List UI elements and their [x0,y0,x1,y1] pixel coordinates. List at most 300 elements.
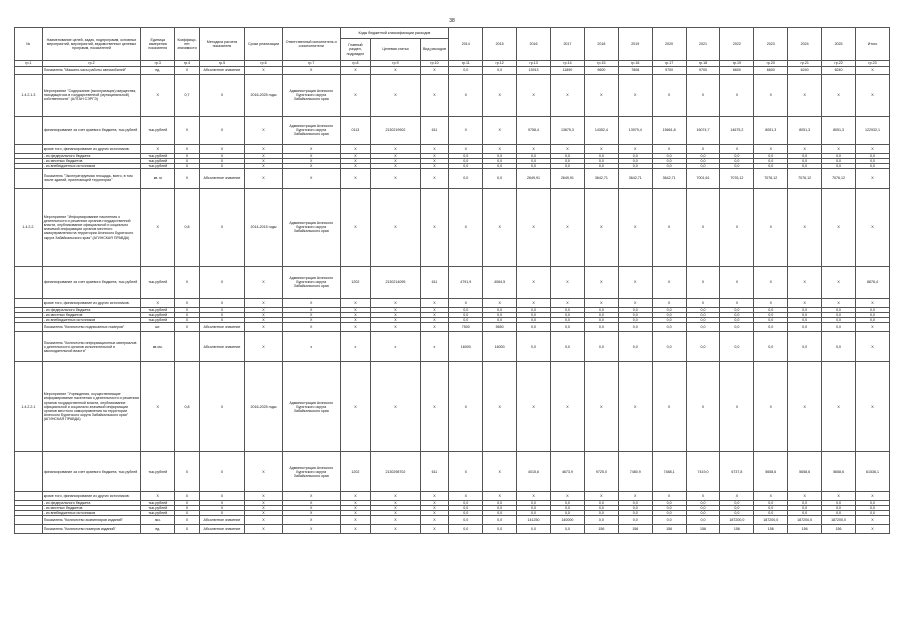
column-number-cell: гр.2 [42,61,141,67]
table-cell: 0,0 [686,312,720,317]
table-cell: Х [283,168,341,188]
table-cell: Х [652,362,686,452]
table-cell: 1202 [340,452,371,492]
row-name-cell: финансирование за счет краевого бюджета, тыс.рублей [42,116,141,144]
table-cell: 0,0 [856,501,890,506]
col-resp-header: Ответственный исполнитель и соисполнители [283,28,341,61]
table-cell: Х [340,362,371,452]
table-cell: Х [720,188,754,266]
table-cell: 0,0 [584,318,618,323]
table-cell: Х [283,153,341,158]
table-cell: Х [856,168,890,188]
table-cell: Х [686,492,720,501]
table-cell: Х [245,332,283,362]
table-cell: Х [199,116,244,144]
table-cell: Х [584,492,618,501]
table-cell: Х [449,144,483,153]
table-cell: Х [754,298,788,307]
table-cell: Х [449,362,483,452]
table-cell: Х [283,511,341,516]
table-cell: Х [420,163,449,168]
table-cell: Х [340,158,371,163]
table-cell: 0,0 [449,66,483,74]
table-cell: 0,0 [618,516,652,525]
table-cell: Х [754,266,788,298]
table-cell: 0,0 [517,511,551,516]
column-number-cell: гр.3 [141,61,175,67]
table-cell: 0,0 [449,307,483,312]
table-cell: Х [517,298,551,307]
table-cell: Х [283,501,341,506]
table-cell: Х [517,492,551,501]
table-row [15,298,890,307]
row-name-cell: Мероприятие "Информирование населения о деятельности и решениях органов государственной власти, опубликование официальной и социально значимой информации органов местного самоуправления на территории Агинского Бурятского округа Забайкальского края" (АГИНСКАЯ ПРАВДА) [42,188,141,266]
column-number-cell: гр.4 [175,61,200,67]
row-name-cell: - из внебюджетных источников [42,163,141,168]
table-cell: 0,0 [618,511,652,516]
table-cell: Х [720,144,754,153]
table-cell: 6240 [822,66,856,74]
table-cell: Х [245,511,283,516]
table-cell: Х [420,318,449,323]
table-cell: Х [420,506,449,511]
table-cell: Х [245,66,283,74]
table-cell: 611 [420,452,449,492]
table-cell: 187200,0 [822,516,856,525]
table-cell: Х [340,163,371,168]
table-cell: Х [517,188,551,266]
table-cell: 0,0 [483,312,517,317]
table-cell: Х [175,312,200,317]
table-cell: Х [199,188,244,266]
table-cell: Х [283,516,341,525]
col-year-header: 2016 [517,28,551,61]
table-cell: 4791,9 [449,266,483,298]
table-cell: Х [371,307,420,312]
table-cell: Х [754,492,788,501]
table-cell: Х [856,332,890,362]
table-row [15,266,890,298]
table-cell: Администрация Агинского Бурятского округа Забайкальского края [283,188,341,266]
table-cell: Х [245,516,283,525]
table-cell: х [420,332,449,362]
table-cell: 2649,91 [517,168,551,188]
table-cell: 0,0 [517,158,551,163]
table-cell: Х [788,362,822,452]
table-cell: ед. [141,66,175,74]
table-cell: 0,0 [822,318,856,323]
row-number-cell: 1.4.2.2. [15,188,43,266]
table-cell: Х [449,298,483,307]
table-cell: тыс.рублей [141,312,175,317]
table-cell: Администрация Агинского Бурятского округа Забайкальского края [283,116,341,144]
table-cell: 0,0 [856,153,890,158]
table-cell: Х [283,163,341,168]
table-cell: 16000 [483,332,517,362]
table-cell: Х [245,312,283,317]
table-cell: тыс.рублей [141,266,175,298]
table-row [15,332,890,362]
table-cell: Х [449,492,483,501]
table-cell: Х [371,74,420,116]
table-cell: Х [788,266,822,298]
table-cell: 0,0 [517,506,551,511]
table-cell: Х [175,116,200,144]
table-cell: 0,0 [449,168,483,188]
table-cell: Х [175,516,200,525]
table-cell: Х [856,516,890,525]
table-cell: Х [686,266,720,298]
table-cell: 0,0 [754,511,788,516]
table-cell: 0,0 [551,506,585,511]
table-cell: Абсолютное значение [199,516,244,525]
table-cell: 4673,9 [551,452,585,492]
table-cell: 0,0 [856,158,890,163]
table-cell: Х [449,188,483,266]
table-cell: 0,0 [517,323,551,332]
table-cell: Х [340,323,371,332]
table-cell: 0,0 [652,511,686,516]
table-cell: Х [175,525,200,534]
column-number-cell: гр.18 [686,61,720,67]
table-cell: 0,0 [584,506,618,511]
table-cell: 0,0 [822,511,856,516]
row-name-cell: финансирование за счет краевого бюджета, тыс.рублей [42,452,141,492]
table-cell: 0,0 [584,158,618,163]
table-cell: Х [371,492,420,501]
table-cell: 0,0 [720,332,754,362]
table-cell: 0,0 [449,312,483,317]
table-cell: 0,0 [618,312,652,317]
table-cell: Х [371,66,420,74]
table-cell: 5658,6 [788,452,822,492]
row-name-cell: Показатель "Количество информационных материалов о деятельности органов исполнительной и законодательной власти" [42,332,141,362]
table-cell: Х [788,144,822,153]
table-cell: 61536,1 [856,452,890,492]
table-cell: Х [856,362,890,452]
table-cell: 9700 [652,66,686,74]
table-cell: Администрация Агинского Бурятского округа Забайкальского края [283,452,341,492]
table-cell: Х [371,506,420,511]
table-cell: 0,0 [686,501,720,506]
table-cell: 7076,12 [720,168,754,188]
table-row [15,144,890,153]
table-cell: 0,0 [720,318,754,323]
table-cell: 0,0 [686,332,720,362]
table-cell: Х [856,188,890,266]
table-cell: Х [340,312,371,317]
table-cell: 0,0 [618,332,652,362]
table-cell: 0,0 [618,318,652,323]
table-cell: Х [420,323,449,332]
table-cell: 5658,6 [754,452,788,492]
table-cell: 156 [788,525,822,534]
table-cell: 2130298702 [371,452,420,492]
table-cell: 0,0 [449,506,483,511]
table-cell: Х [371,511,420,516]
table-cell: Х [199,158,244,163]
table-cell: Х [517,144,551,153]
table-cell: Х [420,153,449,158]
table-cell: Х [245,266,283,298]
table-cell: Абсолютное значение [199,332,244,362]
table-cell: 141250 [517,516,551,525]
table-cell: 6600 [720,66,754,74]
column-number-cell: гр.15 [584,61,618,67]
row-number-cell [15,266,43,298]
table-cell: Х [788,298,822,307]
table-cell: Х [371,163,420,168]
column-number-cell: гр.23 [856,61,890,67]
table-cell: 0,0 [822,312,856,317]
table-cell: 0,0 [551,323,585,332]
table-cell: Х [175,158,200,163]
table-cell: 0,0 [652,501,686,506]
row-name-cell: - из федерального бюджета [42,501,141,506]
table-cell: 14675,2 [720,116,754,144]
table-cell: Х [686,188,720,266]
table-cell: Х [420,298,449,307]
table-cell: 0,0 [584,153,618,158]
table-cell: 0,0 [754,506,788,511]
table-cell: Х [371,153,420,158]
table-cell: Х [483,452,517,492]
table-cell: 0,0 [686,506,720,511]
table-cell: Х [245,163,283,168]
table-cell: 0,0 [618,506,652,511]
table-cell: Х [483,298,517,307]
table-cell: 0,0 [788,158,822,163]
table-cell: 0,0 [754,318,788,323]
table-row [15,452,890,492]
table-cell: 0,0 [754,323,788,332]
table-cell: Х [371,312,420,317]
table-cell: Х [283,144,341,153]
table-cell: 0,0 [618,163,652,168]
table-cell: Х [283,66,341,74]
table-cell: 0,0 [652,323,686,332]
table-cell: Х [245,158,283,163]
table-cell: Х [340,318,371,323]
row-number-cell [15,492,43,501]
table-cell: 0,0 [856,163,890,168]
table-cell: Х [822,298,856,307]
row-number-cell [15,66,43,74]
table-cell: Х [517,74,551,116]
table-cell: Х [449,116,483,144]
table-cell: 0,0 [449,163,483,168]
table-cell: 0,0 [788,501,822,506]
table-cell: Х [420,74,449,116]
table-cell: 0,0 [551,318,585,323]
table-cell: Х [175,506,200,511]
table-cell: Х [754,188,788,266]
table-cell: 0,0 [449,153,483,158]
table-cell: Х [856,525,890,534]
table-cell: 0,0 [652,516,686,525]
table-header [15,28,890,67]
table-cell: Х [340,516,371,525]
table-cell: 7419,0 [686,452,720,492]
table-cell: Х [245,323,283,332]
table-cell: 8876,4 [856,266,890,298]
table-cell: Х [340,511,371,516]
table-cell: 13875,3 [551,116,585,144]
table-cell: Х [141,362,175,452]
table-cell: Х [199,163,244,168]
table-cell: 0,0 [822,323,856,332]
table-cell: Х [856,66,890,74]
table-cell: шт. [141,323,175,332]
table-cell: Х [420,516,449,525]
table-cell: Х [652,266,686,298]
table-cell: Х [584,298,618,307]
table-cell: 0,0 [483,163,517,168]
table-cell [175,332,200,362]
table-cell: Х [618,74,652,116]
table-cell: Х [199,144,244,153]
table-cell: 0,0 [822,158,856,163]
table-cell: 0,0 [551,501,585,506]
table-cell: 0,0 [856,307,890,312]
table-cell: Х [720,266,754,298]
table-cell: Х [199,153,244,158]
table-cell: 0,0 [449,516,483,525]
table-cell: кв.см. [141,332,175,362]
table-cell: Х [483,362,517,452]
table-cell: Х [420,492,449,501]
table-cell: 0,0 [618,307,652,312]
col-year-header: 2023 [754,28,788,61]
table-cell: Х [283,506,341,511]
table-cell: Х [483,188,517,266]
table-cell: тыс.рублей [141,318,175,323]
table-cell: Х [199,74,244,116]
table-cell: Х [856,492,890,501]
table-cell: Х [245,116,283,144]
table-row [15,116,890,144]
table-cell: 140000 [551,516,585,525]
table-cell: 3642,71 [618,168,652,188]
col-period-header: Сроки реализации [245,28,283,61]
table-cell: Х [584,362,618,452]
row-number-cell [15,144,43,153]
col-codes-header: Коды бюджетной классификации расходов [340,28,449,39]
table-cell: 9600 [584,66,618,74]
row-name-cell: Мероприятие "Учреждения, осуществляющие информирование населения о деятельности и решениях органов государственной власти, опубликование официальной и социально значимой информации органов местного самоуправления на территории Агинского Бурятского округа Забайкальского края" (АГИНСКАЯ ПРАВДА) [42,362,141,452]
table-cell: 3642,71 [584,168,618,188]
table-cell: 0,0 [720,312,754,317]
row-name-cell: Показатель "Количество номеров изданий" [42,525,141,534]
table-cell: Х [199,501,244,506]
table-cell: 0,0 [584,163,618,168]
table-cell: Х [340,188,371,266]
col-year-header: 2020 [652,28,686,61]
row-name-cell: кроме того, финансирование из других источников: [42,492,141,501]
row-name-cell: - из местных бюджетов [42,312,141,317]
table-cell: Х [175,452,200,492]
table-cell: Х [340,153,371,158]
table-cell: 0,0 [483,506,517,511]
table-cell: тыс.рублей [141,163,175,168]
table-cell: 0,0 [517,332,551,362]
table-cell: 0,0 [584,511,618,516]
table-cell: 0,0 [618,158,652,163]
table-cell: Х [283,158,341,163]
table-cell: 0,0 [652,158,686,163]
table-cell: Х [856,298,890,307]
row-number-cell [15,298,43,307]
table-cell: х [340,332,371,362]
table-cell: Х [686,144,720,153]
table-cell: 0,7 [175,74,200,116]
table-cell: Х [822,492,856,501]
table-cell: х [283,332,341,362]
table-cell: Х [141,188,175,266]
table-cell: 0,0 [551,153,585,158]
table-cell: Х [449,452,483,492]
table-cell: 0,0 [618,323,652,332]
table-cell: Х [618,188,652,266]
col-year-header: 2025 [822,28,856,61]
table-cell: 0,0 [686,323,720,332]
table-cell: кв. м [141,168,175,188]
table-cell: Х [340,74,371,116]
table-cell: Х [175,66,200,74]
row-number-cell: 1.4.2.1.3 [15,74,43,116]
table-cell: 0,0 [788,318,822,323]
table-cell: Х [141,298,175,307]
table-cell: 0,0 [517,501,551,506]
table-cell: 0,0 [720,163,754,168]
table-cell: Х [340,307,371,312]
table-cell: Х [822,266,856,298]
col-num-header: № [15,28,43,61]
table-cell: 0,0 [517,307,551,312]
table-cell: 0,0 [551,312,585,317]
table-cell: Х [340,501,371,506]
row-number-cell [15,332,43,362]
table-row [15,525,890,534]
row-name-cell: кроме того, финансирование из других источников: [42,144,141,153]
table-cell: 0,0 [652,506,686,511]
table-cell: Х [199,266,244,298]
table-cell: Х [245,492,283,501]
table-cell: Х [175,266,200,298]
table-cell: 0,0 [720,323,754,332]
table-cell: 0,0 [822,501,856,506]
table-cell: 0,0 [788,332,822,362]
table-cell: Х [199,312,244,317]
table-cell: Х [175,144,200,153]
table-cell: Х [175,153,200,158]
table-cell: 0,0 [822,506,856,511]
table-cell: Х [856,74,890,116]
table-cell: Х [199,298,244,307]
row-name-cell: Мероприятие "Содержание (эксплуатация) имущества, находящегося в государственной (муниципальной) собственности" (АЛТАН СЭРГЭ) [42,74,141,116]
table-cell: Абсолютное значение [199,168,244,188]
table-cell: 0,0 [618,501,652,506]
table-cell: 156 [618,525,652,534]
table-cell: 7076,12 [754,168,788,188]
table-cell: Х [245,144,283,153]
table-cell: 0,0 [686,318,720,323]
table-cell: Х [420,312,449,317]
col-year-header: 2015 [483,28,517,61]
row-number-cell [15,116,43,144]
table-row [15,74,890,116]
table-cell: Х [652,298,686,307]
